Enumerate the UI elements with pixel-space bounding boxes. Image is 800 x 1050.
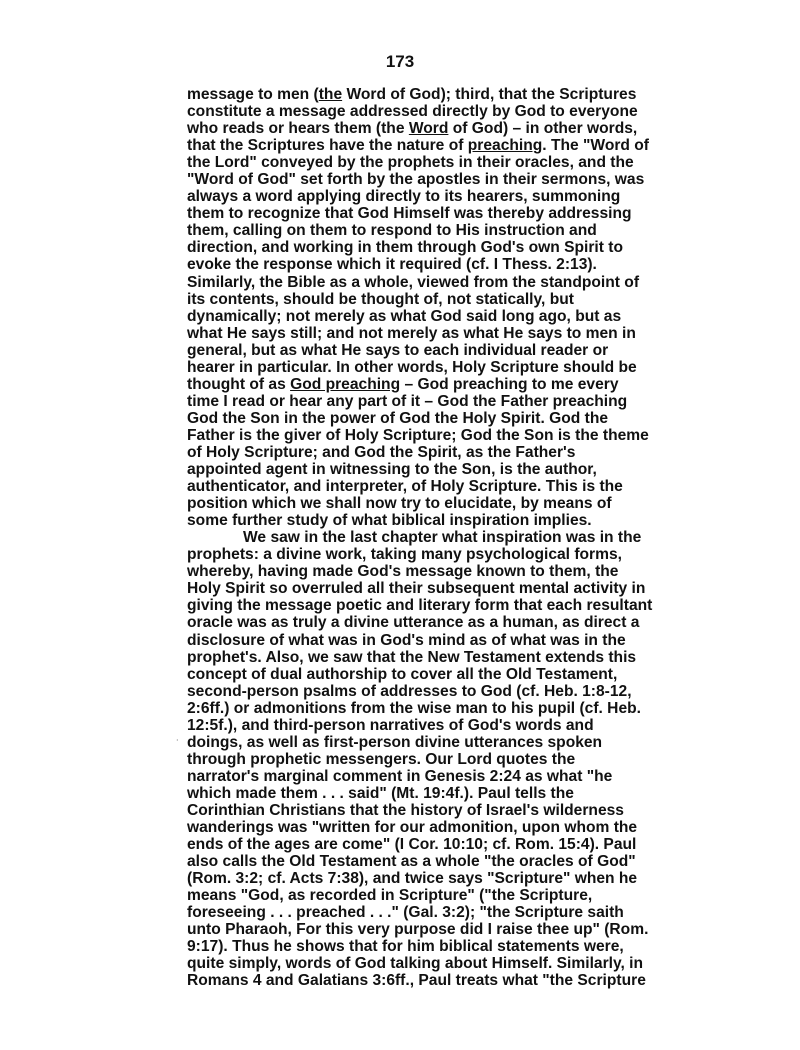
text-line	[187, 256, 717, 273]
text-segment: foreseeing . . . preached . . ." (Gal. 3:2); "the Scripture saith	[187, 904, 624, 922]
text-line	[187, 904, 717, 921]
text-line	[187, 103, 717, 120]
text-segment: thought of as	[187, 375, 291, 393]
underlined-text: the	[318, 86, 343, 103]
text-segment: wanderings was "written for our admonition, upon whom the	[187, 819, 638, 837]
text-line	[187, 444, 717, 461]
text-line	[187, 205, 717, 222]
margin-mark: ·	[176, 736, 179, 745]
text-line	[187, 546, 717, 563]
text-line	[187, 512, 717, 529]
text-line	[187, 239, 717, 256]
text-segment: Word of God); third, that the Scriptures	[342, 86, 637, 103]
text-segment: dynamically; not merely as what God said long ago, but as	[187, 307, 622, 325]
text-line	[187, 955, 717, 972]
text-segment: doings, as well as first-person divine utterances spoken	[187, 733, 603, 751]
text-line	[187, 768, 717, 785]
text-segment: Romans 4 and Galatians 3:6ff., Paul treats what "the Scripture	[187, 972, 646, 990]
text-segment: "Word of God" set forth by the apostles in their sermons, was	[187, 171, 645, 189]
text-segment: Holy Spirit so overruled all their subsequent mental activity in	[187, 580, 646, 598]
text-line	[187, 171, 717, 188]
text-line	[187, 580, 717, 597]
text-segment: unto Pharaoh, For this very purpose did I raise thee up" (Rom.	[187, 921, 649, 939]
body-text	[187, 86, 717, 989]
text-segment: means "God, as recorded in Scripture" ("the Scripture,	[187, 887, 593, 905]
text-line	[187, 342, 717, 359]
text-line	[187, 120, 717, 137]
text-segment: 9:17). Thus he shows that for him biblical statements were,	[187, 938, 624, 956]
text-line	[187, 154, 717, 171]
text-line	[187, 495, 717, 512]
text-line	[187, 376, 717, 393]
text-line	[187, 359, 717, 376]
text-line	[187, 853, 717, 870]
text-line	[187, 683, 717, 700]
underlined-text: Word	[408, 120, 449, 138]
text-segment: . The "Word of	[542, 137, 650, 155]
text-segment: general, but as what He says to each individual reader or	[187, 341, 609, 359]
text-segment: giving the message poetic and literary form that each resultant	[187, 597, 653, 615]
text-line	[187, 802, 717, 819]
text-line	[187, 597, 717, 614]
text-segment: prophet's. Also, we saw that the New Testament extends this	[187, 648, 637, 666]
text-segment: direction, and working in them through God's own Spirit to	[187, 239, 623, 257]
text-line	[187, 972, 717, 989]
text-segment: what He says still; and not merely as what He says to men in	[187, 324, 636, 342]
text-segment: concept of dual authorship to cover all the Old Testament,	[187, 665, 618, 683]
text-line	[187, 274, 717, 291]
text-line	[187, 393, 717, 410]
text-segment: We saw in the last chapter what inspiration was in the	[243, 529, 642, 547]
text-line	[187, 734, 717, 751]
text-line	[187, 700, 717, 717]
text-line	[187, 938, 717, 955]
text-segment: whereby, having made God's message known to them, the	[187, 563, 619, 581]
text-line	[187, 563, 717, 580]
text-segment: second-person psalms of addresses to God (cf. Heb. 1:8-12,	[187, 682, 632, 700]
text-segment: constitute a message addressed directly by God to everyone	[187, 103, 638, 121]
text-line	[187, 785, 717, 802]
text-line	[187, 649, 717, 666]
text-line	[187, 887, 717, 904]
text-line	[187, 188, 717, 205]
text-line	[187, 86, 717, 103]
text-segment: authenticator, and interpreter, of Holy Scripture. This is the	[187, 478, 623, 496]
text-segment: which made them . . . said" (Mt. 19:4f.). Paul tells the	[187, 784, 574, 802]
text-segment: (Rom. 3:2; cf. Acts 7:38), and twice says "Scripture" when he	[187, 870, 638, 888]
underlined-text: preaching	[467, 137, 543, 155]
text-segment: narrator's marginal comment in Genesis 2:24 as what "he	[187, 767, 613, 785]
text-segment: Similarly, the Bible as a whole, viewed from the standpoint of	[187, 273, 640, 291]
text-segment: Corinthian Christians that the history of Israel's wilderness	[187, 801, 624, 819]
text-segment: them to recognize that God Himself was thereby addressing	[187, 205, 632, 223]
text-segment: 2:6ff.) or admonitions from the wise man to his pupil (cf. Heb.	[187, 699, 641, 717]
text-segment: disclosure of what was in God's mind as of what was in the	[187, 631, 626, 649]
text-line	[187, 461, 717, 478]
text-line	[187, 325, 717, 342]
text-segment: message to men (	[187, 86, 319, 103]
text-segment: who reads or hears them (the	[187, 120, 409, 138]
text-line	[187, 410, 717, 427]
text-segment: its contents, should be thought of, not statically, but	[187, 290, 574, 308]
text-line	[187, 427, 717, 444]
text-segment: oracle was as truly a divine utterance as a human, as direct a	[187, 614, 640, 632]
text-segment: – God preaching to me every	[400, 375, 619, 393]
page-number: 173	[385, 52, 415, 71]
text-segment: also calls the Old Testament as a whole "the oracles of God"	[187, 853, 636, 871]
text-segment: that the Scriptures have the nature of	[187, 137, 468, 155]
text-line	[187, 870, 717, 887]
text-line	[187, 921, 717, 938]
text-segment: prophets: a divine work, taking many psychological forms,	[187, 546, 622, 564]
text-line	[187, 751, 717, 768]
text-segment: of Holy Scripture; and God the Spirit, as the Father's	[187, 443, 576, 461]
text-segment: 12:5f.), and third-person narratives of God's words and	[187, 716, 594, 734]
text-line	[187, 137, 717, 154]
underlined-text: God preaching	[290, 375, 401, 393]
text-segment: appointed agent in witnessing to the Son, is the author,	[187, 461, 597, 479]
text-segment: them, calling on them to respond to His instruction and	[187, 222, 597, 240]
text-segment: quite simply, words of God talking about Himself. Similarly, in	[187, 955, 644, 973]
text-segment: through prophetic messengers. Our Lord quotes the	[187, 750, 576, 768]
text-segment: ends of the ages are come" (I Cor. 10:10; cf. Rom. 15:4). Paul	[187, 836, 637, 854]
text-segment: Father is the giver of Holy Scripture; God the Son is the theme	[187, 426, 649, 444]
text-line	[187, 478, 717, 495]
text-line	[187, 614, 717, 631]
text-line	[187, 819, 717, 836]
text-segment: of God) – in other words,	[448, 120, 638, 138]
text-segment: God the Son in the power of God the Holy Spirit. God the	[187, 409, 609, 427]
text-line	[187, 666, 717, 683]
text-segment: the Lord" conveyed by the prophets in their oracles, and the	[187, 154, 634, 172]
text-segment: evoke the response which it required (cf. I Thess. 2:13).	[187, 256, 597, 274]
text-line	[187, 632, 717, 649]
text-segment: some further study of what biblical inspiration implies.	[187, 512, 592, 530]
text-segment: position which we shall now try to elucidate, by means of	[187, 495, 612, 513]
text-line	[187, 529, 717, 546]
text-line	[187, 308, 717, 325]
text-segment: time I read or hear any part of it – God the Father preaching	[187, 392, 628, 410]
text-line	[187, 222, 717, 239]
text-line	[187, 291, 717, 308]
text-line	[187, 717, 717, 734]
text-segment: hearer in particular. In other words, Holy Scripture should be	[187, 358, 637, 376]
text-line	[187, 836, 717, 853]
text-segment: always a word applying directly to its hearers, summoning	[187, 188, 621, 206]
